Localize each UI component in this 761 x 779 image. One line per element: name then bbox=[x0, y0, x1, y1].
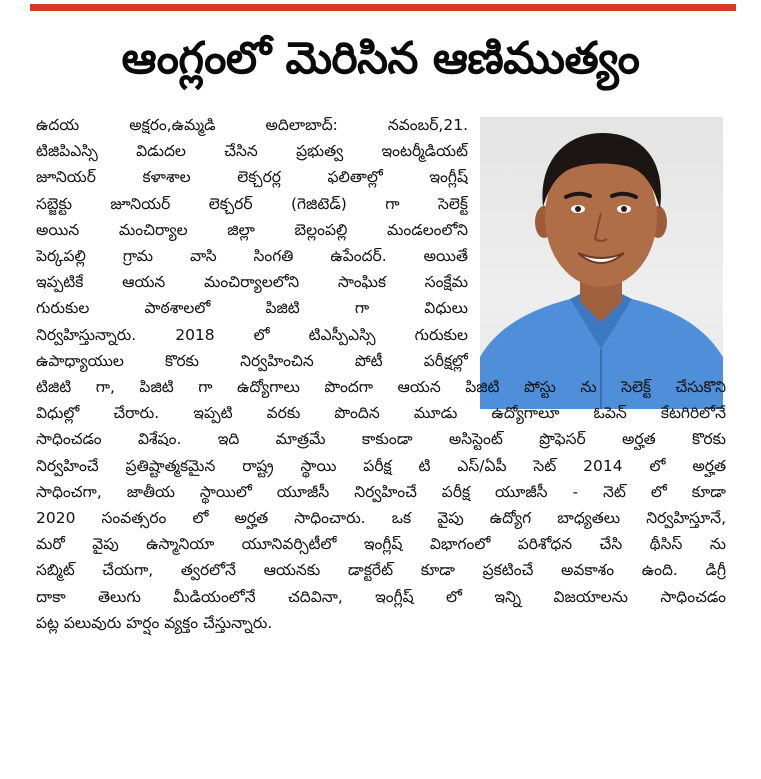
article-line: సాధించగా, జాతీయ స్థాయిలో యూజీసీ నిర్వహించే పరీక్ష యూజీసీ - నెట్ లో కూడా bbox=[36, 482, 726, 501]
article-line: ఉదయ అక్షరం,ఉమ్మడి అదిలాబాద్: నవంబర్,21. bbox=[36, 116, 468, 134]
article-line: అయిన మంచిర్యాల జిల్లా బెల్లంపల్లి మండలంలోని bbox=[36, 220, 468, 239]
article-line: జూనియర్ కళాశాల లెక్చరర్ల ఫలితాల్లో ఇంగ్లీష్ bbox=[36, 168, 468, 187]
article-line: దాకా తెలుగు మీడియంలోనే చదివినా, ఇంగ్లీష్ లో ఇన్ని విజయాలను సాధించడం bbox=[36, 587, 726, 606]
article-line: గురుకుల పాఠశాలలో పిజిటి గా విధులు bbox=[36, 299, 468, 318]
article-line: సబ్జెక్టు జూనియర్ లెక్చరర్ (గెజిటెడ్) గా సెలెక్ట్ bbox=[36, 194, 468, 213]
article-line: నిర్వహించే ప్రతిష్టాత్మకమైన రాష్ట్ర స్థాయి పరీక్ష టి ఎస్/ఏపీ సెట్ 2014 లో అర్హత bbox=[36, 456, 726, 475]
article-line: 2020 సంవత్సరం లో అర్హత సాధించారు. ఒక వైపు ఉద్యోగ బాధ్యతలు నిర్వహిస్తూనే, bbox=[36, 509, 726, 528]
article-line: టిజిపిఎస్సి విడుదల చేసిన ప్రభుత్వ ఇంటర్మీడియట్ bbox=[36, 142, 468, 161]
article-body bbox=[36, 112, 726, 636]
article-line: నిర్వహిస్తున్నారు. 2018 లో టిఎస్పీఎస్సి గురుకుల bbox=[36, 325, 468, 344]
article-line: సాధించడం విశేషం. ఇది మాత్రమే కాకుండా అసిస్టెంట్ ప్రొఫెసర్ అర్హత కొరకు bbox=[36, 430, 726, 449]
article-line: టిజిటి గా, పిజిటి గా ఉద్యోగాలు పొందగా ఆయన పిజిటి పోస్టు ను సెలెక్ట్ చేసుకొని bbox=[36, 378, 726, 397]
article-line: సబ్మిట్ చేయగా, త్వరలోనే ఆయనకు డాక్టరేట్ కూడా ప్రకటించే అవకాశం ఉంది. డిగ్రీ bbox=[36, 561, 726, 580]
article-line: మరో వైపు ఉస్మానియా యూనివర్సిటీలో ఇంగ్లీష్ విభాగంలో పరిశోధన చేసి థీసిస్ ను bbox=[36, 535, 726, 554]
headline: ఆంగ్లంలో మెరిసిన ఆణిముత్యం bbox=[121, 33, 640, 84]
article-line: విధుల్లో చేరారు. ఇప్పటి వరకు పొందిన మూడు ఉద్యోగాలూ ఓపెన్ కేటగిరిలోనే bbox=[36, 404, 726, 423]
article-line: పెర్కపల్లి గ్రామ వాసి సింగతి ఉపేందర్. అయితే bbox=[36, 247, 468, 266]
article-line: ఇప్పటికే ఆయన మంచిర్యాలలోని సాంఘిక సంక్షేమ bbox=[36, 273, 468, 292]
top-red-rule bbox=[30, 4, 736, 11]
article-line: ఉపాధ్యాయుల కొరకు నిర్వహించిన పోటీ పరీక్షల్లో bbox=[36, 351, 468, 370]
article-line-last: పట్ల పలువురు హర్షం వ్యక్తం చేస్తున్నారు. bbox=[36, 613, 273, 632]
